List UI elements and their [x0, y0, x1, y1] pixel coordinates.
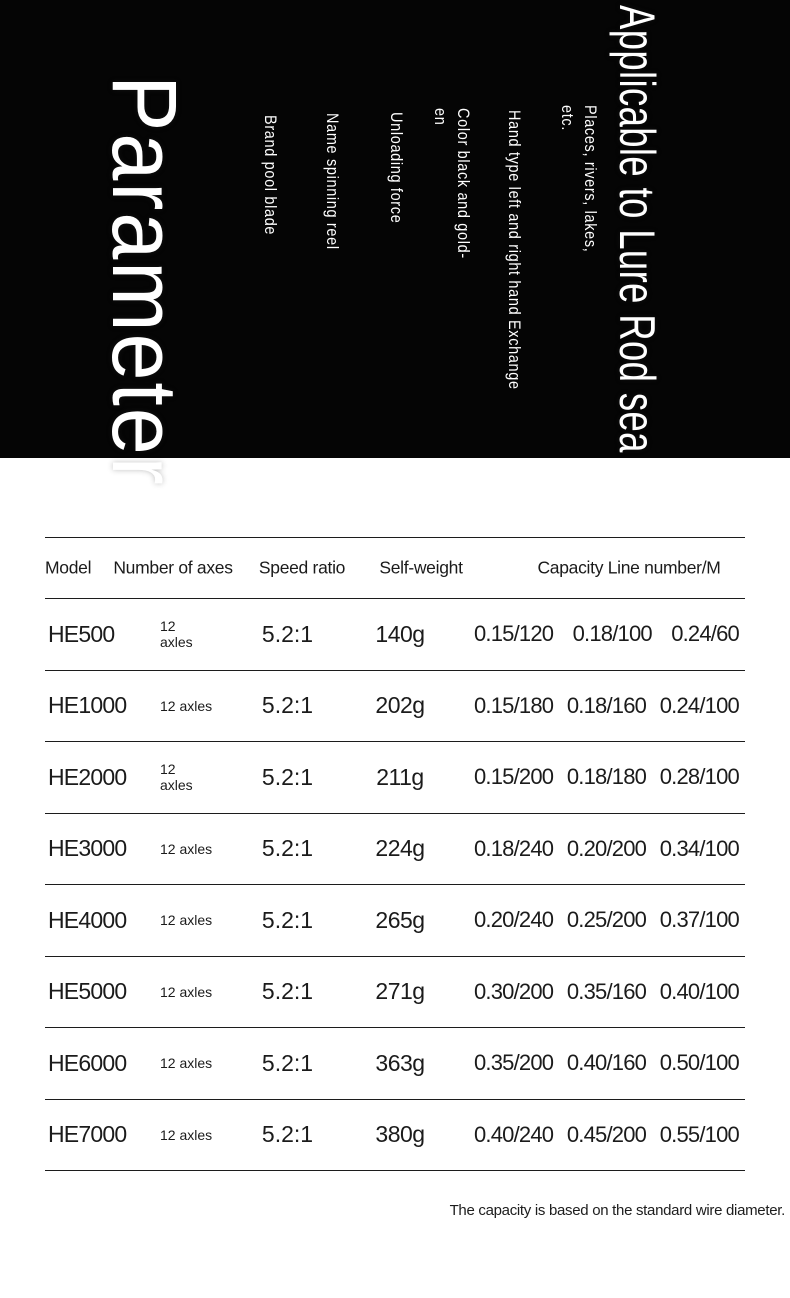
label-line: Color black and gold-	[454, 108, 473, 259]
axes-line: 12 axles	[160, 983, 213, 1000]
self-weight-cell: 224g	[375, 835, 425, 862]
speed-ratio-cell: 5.2:1	[261, 692, 314, 719]
speed-ratio-cell: 5.2:1	[261, 835, 314, 862]
capacity-value: 0.25/200	[566, 907, 647, 933]
capacity-cell	[470, 1050, 745, 1076]
table-row	[45, 742, 745, 814]
self-weight-cell: 380g	[375, 1121, 425, 1148]
column-header: Capacity Line number/M	[537, 557, 721, 578]
banner	[0, 0, 790, 487]
column-header: Self-weight	[379, 557, 463, 578]
places-label	[555, 105, 601, 252]
model-cell: HE7000	[48, 1121, 127, 1148]
hand-type-label	[502, 110, 525, 390]
capacity-value: 0.24/100	[659, 692, 739, 718]
spec-table-body	[45, 599, 745, 1171]
label-line: Brand pool blade	[261, 115, 280, 236]
label-line: Name spinning reel	[323, 113, 342, 250]
capacity-value: 0.37/100	[659, 907, 739, 933]
capacity-value: 0.34/100	[659, 835, 739, 861]
axes-cell	[160, 618, 245, 650]
capacity-value: 0.18/100	[572, 621, 652, 647]
banner-side-title: Applicable to Lure Rod sea	[609, 5, 665, 453]
column-header: Speed ratio	[258, 557, 346, 578]
capacity-value: 0.55/100	[659, 1121, 739, 1147]
reel-name-label	[320, 113, 343, 250]
axes-line: 12 axles	[160, 840, 213, 857]
capacity-value: 0.30/200	[474, 978, 554, 1004]
column-header: Model	[45, 557, 92, 578]
spec-table	[45, 537, 745, 1171]
capacity-value: 0.35/200	[474, 1050, 554, 1076]
self-weight-cell: 211g	[376, 763, 424, 790]
capacity-value: 0.40/100	[659, 978, 739, 1004]
table-row	[45, 1028, 745, 1100]
axes-line: 12	[160, 761, 176, 778]
capacity-footnote: The capacity is based on the standard wire diameter.	[449, 1202, 785, 1219]
label-line: en	[431, 108, 451, 126]
table-row	[45, 885, 745, 957]
axes-line: axles	[160, 777, 193, 794]
axes-line: 12 axles	[160, 697, 213, 714]
capacity-value: 0.40/160	[566, 1050, 647, 1076]
column-header: Number of axes	[113, 557, 233, 578]
axes-line: 12 axles	[160, 1055, 213, 1072]
capacity-value: 0.18/160	[566, 692, 647, 718]
axes-cell	[160, 912, 245, 928]
color-label	[428, 108, 474, 259]
model-cell: HE4000	[48, 906, 127, 933]
capacity-value: 0.45/200	[566, 1121, 647, 1147]
capacity-cell	[470, 907, 745, 933]
capacity-value: 0.50/100	[659, 1050, 739, 1076]
capacity-value: 0.35/160	[566, 978, 647, 1004]
spec-table-header	[45, 537, 745, 599]
capacity-cell	[470, 621, 745, 647]
table-row	[45, 1100, 745, 1172]
table-row	[45, 671, 745, 743]
model-cell: HE1000	[48, 692, 127, 719]
axes-line: 12 axles	[160, 1126, 213, 1143]
speed-ratio-cell: 5.2:1	[261, 1049, 314, 1076]
banner-title: Parameter	[93, 75, 195, 487]
capacity-value: 0.15/200	[474, 764, 554, 790]
label-line: Places, rivers, lakes,	[581, 105, 600, 253]
speed-ratio-cell: 5.2:1	[261, 620, 314, 647]
self-weight-cell: 202g	[375, 692, 425, 719]
capacity-cell	[470, 764, 745, 790]
capacity-value: 0.24/60	[671, 621, 739, 647]
model-cell: HE5000	[48, 978, 127, 1005]
speed-ratio-cell: 5.2:1	[261, 1121, 314, 1148]
model-cell: HE6000	[48, 1049, 127, 1076]
capacity-value: 0.18/240	[474, 835, 554, 861]
model-cell: HE2000	[48, 763, 127, 790]
axes-cell	[160, 841, 245, 857]
axes-cell	[160, 984, 245, 1000]
self-weight-cell: 140g	[375, 620, 425, 647]
axes-cell	[160, 698, 245, 714]
unloading-force-label	[384, 112, 407, 223]
table-row	[45, 599, 745, 671]
capacity-value: 0.40/240	[474, 1121, 554, 1147]
label-line: Unloading force	[387, 112, 406, 224]
speed-ratio-cell: 5.2:1	[261, 763, 314, 790]
self-weight-cell: 363g	[375, 1049, 425, 1076]
axes-line: 12	[160, 618, 176, 635]
capacity-value: 0.15/180	[474, 692, 554, 718]
speed-ratio-cell: 5.2:1	[261, 978, 314, 1005]
model-cell: HE500	[48, 620, 115, 647]
capacity-cell	[470, 979, 745, 1005]
table-row	[45, 957, 745, 1029]
self-weight-cell: 271g	[375, 978, 425, 1005]
axes-cell	[160, 1127, 245, 1143]
capacity-cell	[470, 1122, 745, 1148]
capacity-value: 0.20/240	[474, 907, 554, 933]
capacity-cell	[470, 693, 745, 719]
label-line: Hand type left and right hand Exchange	[505, 110, 524, 390]
model-cell: HE3000	[48, 835, 127, 862]
axes-cell	[160, 1055, 245, 1071]
table-row	[45, 814, 745, 886]
brand-label	[258, 115, 281, 235]
axes-cell	[160, 761, 245, 793]
axes-line: 12 axles	[160, 912, 213, 929]
label-line: etc.	[558, 105, 578, 132]
self-weight-cell: 265g	[375, 906, 425, 933]
capacity-value: 0.18/180	[566, 764, 647, 790]
capacity-value: 0.28/100	[659, 764, 739, 790]
axes-line: axles	[160, 634, 193, 651]
capacity-value: 0.15/120	[474, 621, 554, 647]
speed-ratio-cell: 5.2:1	[261, 906, 314, 933]
capacity-value: 0.20/200	[566, 835, 647, 861]
capacity-cell	[470, 836, 745, 862]
